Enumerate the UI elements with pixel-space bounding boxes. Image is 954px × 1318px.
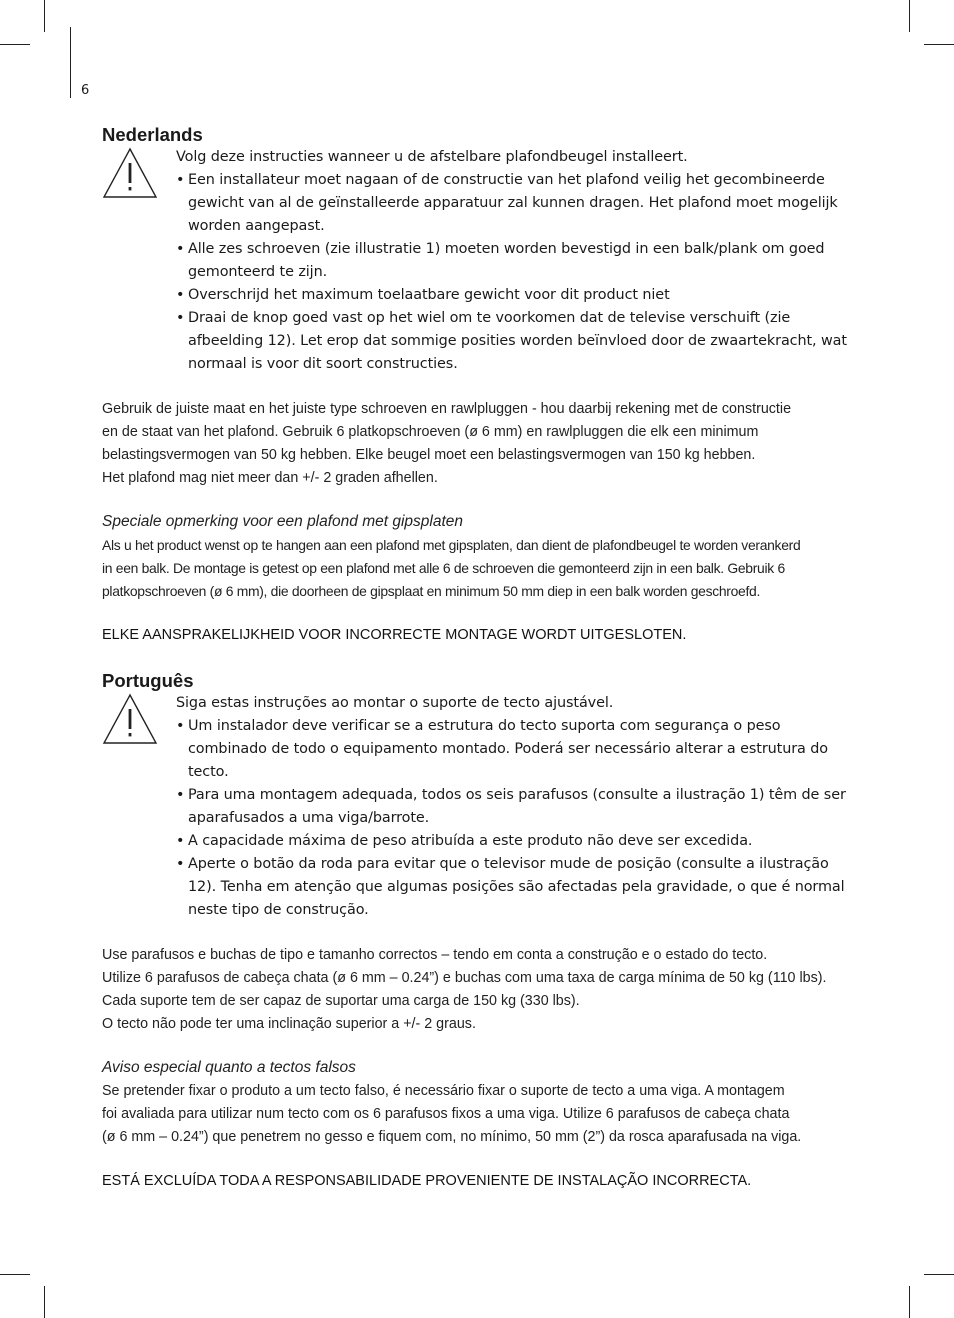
list-item: • Aperte o botão da roda para evitar que o televisor mude de posição (consulte a ilustração 12). Tenha em atenção que algumas posições são afectadas pela gravidade, o que é normal neste tipo de construção. [176,853,856,922]
list-item: • Draai de knop goed vast op het wiel om te voorkomen dat de televise verschuift (zie afbeelding 12). Let erop dat sommige posities worden beïnvloed door de zwaartekracht, wat normaal is voor dit soort constructies. [176,307,856,376]
crop-mark [0,1274,30,1275]
warning-intro: Siga estas instruções ao montar o suporte de tecto ajustável. [176,695,614,711]
crop-mark [0,44,30,45]
disclaimer: ELKE AANSPRAKELIJKHEID VOOR INCORRECTE MONTAGE WORDT UITGESLOTEN. [102,627,687,643]
section-heading: Português [102,670,194,691]
list-item: • Um instalador deve verificar se a estrutura do tecto suporta com segurança o peso combinado de todo o equipamento montado. Poderá ser necessário alterar a estrutura do tecto. [176,715,856,784]
warning-list [176,169,856,376]
crop-mark [44,0,45,32]
subheading: Aviso especial quanto a tectos falsos [102,1059,356,1076]
crop-mark [924,1274,954,1275]
sub-paragraph: Als u het product wenst op te hangen aan een plafond met gipsplaten, dan dient de plafondbeugel te worden verankerd in een balk. De montage is getest op een plafond met alle 6 de schroeven die gemonteerd zijn in een balk. Gebruik 6 platkopschroeven (ø 6 mm), die doorheen de gipsplaat en minimum 50 mm diep in een balk worden geschroefd. [102,537,801,599]
list-item: • Een installateur moet nagaan of de constructie van het plafond veilig het gecombineerde gewicht van al de geïnstalleerde apparatuur zal kunnen dragen. Het plafond moet mogelijk worden aangepast. [176,169,856,238]
subheading: Speciale opmerking voor een plafond met gipsplaten [102,513,464,530]
list-item: • A capacidade máxima de peso atribuída a este produto não deve ser excedida. [176,830,856,853]
section-heading: Nederlands [102,124,203,145]
page-number: 6 [81,83,90,98]
warning-instructions [176,692,856,922]
warning-icon [102,147,158,199]
section-nederlands [102,124,862,654]
warning-intro: Volg deze instructies wanneer u de afstelbare plafondbeugel installeert. [176,149,688,165]
body-paragraph: Use parafusos e buchas de tipo e tamanho correctos – tendo em conta a construção e o estado do tecto. Utilize 6 parafusos de cabeça chata (ø 6 mm – 0.24”) e buchas com uma taxa de carga mínima de 50 kg (110 lbs). Cada suporte tem de ser capaz de suportar uma carga de 150 kg (330 lbs). O tecto não pode ter uma inclinação superior a +/- 2 graus. [102,947,827,1032]
crop-mark [909,0,910,32]
section-portugues [102,670,862,1200]
sub-paragraph: Se pretender fixar o produto a um tecto falso, é necessário fixar o suporte de tecto a uma viga. A montagem foi avaliada para utilizar num tecto com os 6 parafusos fixos a uma viga. Utilize 6 parafusos de cabeça chata (ø 6 mm – 0.24”) que penetrem no gesso e fiquem com, no mínimo, 50 mm (2”) da rosca aparafusada na viga. [102,1083,802,1145]
disclaimer: ESTÁ EXCLUÍDA TODA A RESPONSABILIDADE PROVENIENTE DE INSTALAÇÃO INCORRECTA. [102,1173,752,1189]
body-paragraph: Gebruik de juiste maat en het juiste type schroeven en rawlpluggen - hou daarbij rekening met de constructie en de staat van het plafond. Gebruik 6 platkopschroeven (ø 6 mm) en rawlpluggen die elk een minimum belastingsvermogen van 50 kg hebben. Elke beugel moet een belastingsvermogen van 150 kg hebben. Het plafond mag niet meer dan +/- 2 graden afhellen. [102,401,792,486]
warning-list [176,715,856,922]
warning-icon [102,693,158,745]
list-item: • Alle zes schroeven (zie illustratie 1) moeten worden bevestigd in een balk/plank om goed gemonteerd te zijn. [176,238,856,284]
crop-mark [44,1286,45,1318]
list-item: • Para uma montagem adequada, todos os seis parafusos (consulte a ilustração 1) têm de ser aparafusados a uma viga/barrote. [176,784,856,830]
crop-mark [909,1286,910,1318]
warning-instructions [176,146,856,376]
list-item: • Overschrijd het maximum toelaatbare gewicht voor dit product niet [176,284,856,307]
page-bar [70,27,71,98]
crop-mark [924,44,954,45]
